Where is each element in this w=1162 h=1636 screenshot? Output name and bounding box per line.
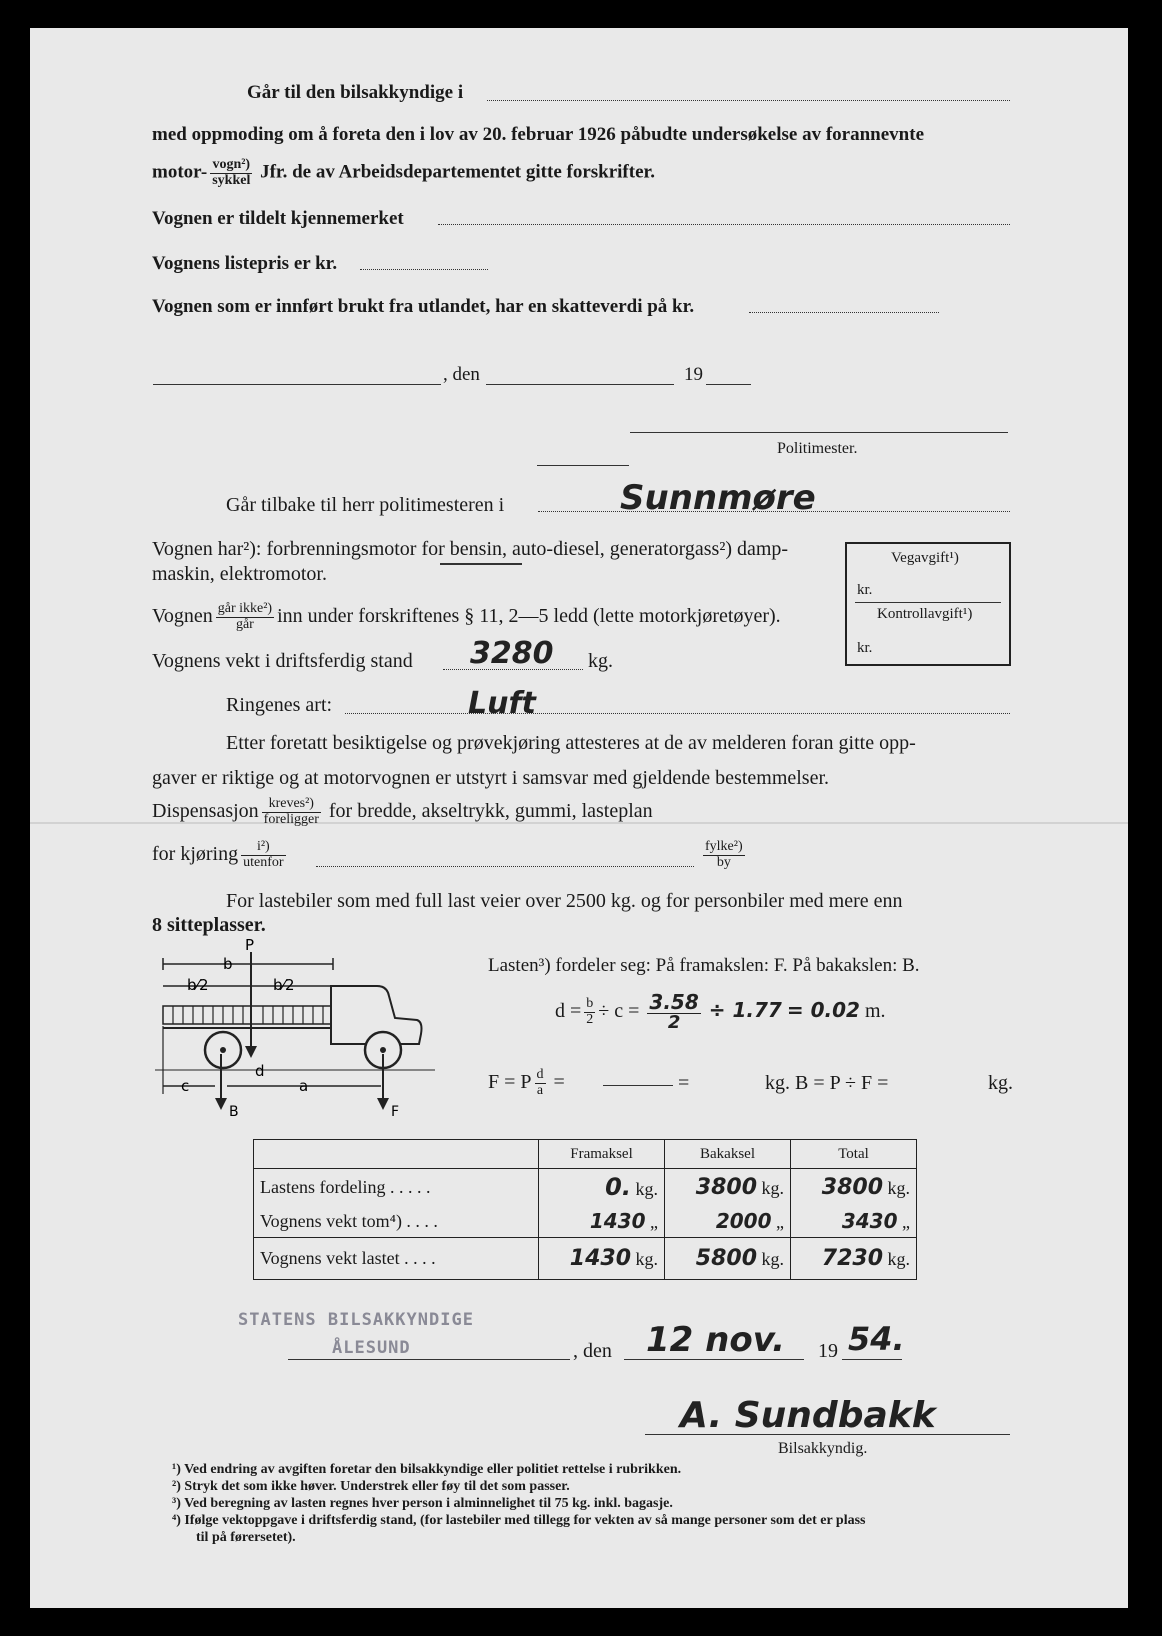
weight-unit: kg. (588, 650, 613, 672)
signature-year-field[interactable] (842, 1359, 902, 1360)
motor-fraction (210, 158, 252, 188)
engine-line2: maskin, elektromotor. (152, 563, 327, 585)
kjennemerke-field[interactable] (438, 224, 1010, 225)
axle-load-diagram (155, 938, 455, 1118)
driving-frac-bot: utenfor (243, 854, 284, 870)
total-unit: kg. (887, 1177, 910, 1198)
front-unit: „ (650, 1212, 658, 1232)
rear-wheel-hub (220, 1047, 226, 1053)
c-label: c (181, 1077, 190, 1095)
cell-total[interactable] (791, 1238, 917, 1280)
front-unit: kg. (635, 1249, 658, 1269)
rule-suffix: inn under forskriftenes § 11, 2—5 ledd (lette motorkjøretøyer). (277, 604, 781, 627)
rear-value: 3800 (695, 1174, 757, 1200)
signature-year-prefix: 19 (818, 1340, 838, 1362)
politimester-label: Politimester. (777, 440, 858, 457)
kjennemerke-label: Vognen er tildelt kjennemerket (152, 208, 404, 229)
weight-value: 3280 (470, 636, 554, 671)
formula-d-prefix: d = (555, 1000, 582, 1023)
F-label: F (391, 1104, 400, 1118)
kontrollavgift-label: Kontrollavgift¹) (877, 606, 973, 622)
dispensation-line (152, 797, 653, 827)
driving-line (152, 840, 289, 870)
fee-box (845, 542, 1011, 666)
attest-line1: Etter foretatt besiktigelse og prøvekjøring attesteres at de av melderen foran gitte opp- (226, 732, 916, 754)
motor-prefix: motor- (152, 161, 208, 183)
axle-load-table (253, 1139, 917, 1280)
signature-year: 54. (848, 1320, 905, 1358)
table-header-total: Total (791, 1140, 917, 1169)
frac-b: b (586, 996, 594, 1012)
vegavgift-label: Vegavgift¹) (891, 550, 959, 566)
skatteverdi-label: Vognen som er innført brukt fra utlandet, har en skatteverdi på kr. (152, 296, 695, 317)
table-header-row (254, 1140, 917, 1169)
motor-frac-bot: sykkel (212, 172, 251, 188)
cell-rear[interactable] (665, 1169, 791, 1206)
d-label: d (255, 1062, 265, 1080)
driving-frac2-bot: by (716, 854, 731, 870)
cargo-platform (163, 1006, 331, 1024)
signature-place-field[interactable] (288, 1359, 570, 1360)
dispensation-frac-bot: foreligger (263, 811, 319, 827)
cell-rear[interactable] (665, 1205, 791, 1238)
formula-f-fraction (535, 1068, 546, 1098)
b2-left-label: b⁄2 (187, 976, 209, 994)
b-arrowhead (215, 1098, 227, 1110)
total-unit: kg. (887, 1249, 910, 1269)
cell-front[interactable] (539, 1205, 665, 1238)
p-arrowhead (245, 1046, 257, 1058)
p-label: P (245, 938, 255, 954)
intro-line1: Går til den bilsakkyndige i (247, 82, 464, 103)
footnote-2: ²) Stryk det som ikke høver. Understrek eller føy til det som passer. (172, 1479, 570, 1494)
formula-d-mid: ÷ c = (598, 1000, 640, 1023)
rule-fraction (216, 602, 274, 632)
load-label: Lasten³) fordeler seg: På framakslen: F. På bakakslen: B. (488, 955, 920, 976)
rear-value: 2000 (715, 1209, 772, 1233)
engine-underline (440, 563, 522, 565)
driving-frac2-top: fylke²) (705, 839, 743, 854)
bilsakkyndig-title: Bilsakkyndig. (778, 1440, 868, 1457)
official-stamp-line1: STATENS BILSAKKYNDIGE (238, 1310, 474, 1330)
dispensation-suffix: for bredde, akseltrykk, gummi, lasteplan (328, 799, 653, 822)
motor-suffix: Jfr. de av Arbeidsdepartementet gitte forskrifter. (260, 161, 655, 183)
section-divider (537, 465, 629, 466)
cell-total[interactable] (791, 1169, 917, 1206)
driving-field[interactable] (316, 866, 694, 867)
lorry-line1: For lastebiler som med full last veier over 2500 kg. og for personbiler med mere enn (226, 890, 903, 912)
rule-frac-top: går ikke²) (217, 601, 273, 616)
formula-f-prefix: F = P (488, 1070, 532, 1093)
weight-label: Vognens vekt i driftsferdig stand (152, 650, 413, 672)
d-hand-top: 3.58 (649, 990, 699, 1014)
row-label: Lastens fordeling . . . . . (254, 1169, 539, 1206)
front-value: 1430 (589, 1209, 646, 1233)
rear-unit: kg. (761, 1249, 784, 1269)
cargo-hatching (173, 1006, 323, 1024)
table-header-rear: Bakaksel (665, 1140, 791, 1169)
front-value: 0. (605, 1173, 631, 1201)
frac-a: a (536, 1082, 544, 1098)
table-header-empty (254, 1140, 539, 1169)
dispensation-fraction (262, 797, 321, 827)
formula-f-eq: = (553, 1070, 565, 1093)
row-label: Vognens vekt lastet . . . . (254, 1238, 539, 1280)
footnote-4: ⁴) Ifølge vektoppgave i driftsferdig stand, (for lastebiler med tillegg for vekten av så mange personer som det er plass (172, 1513, 866, 1528)
tyres-value: Luft (468, 686, 536, 721)
return-place: Sunnmøre (620, 478, 816, 518)
year-field[interactable] (706, 384, 751, 385)
footnote-4-cont: til på førersetet). (196, 1530, 296, 1545)
rule-line (152, 602, 781, 632)
B-label: B (229, 1104, 239, 1118)
a-label: a (299, 1077, 309, 1095)
rear-value: 5800 (695, 1246, 757, 1271)
driving-fraction (241, 840, 285, 870)
intro-line2: med oppmoding om å foreta den i lov av 20. februar 1926 påbudte undersøkelse av forannevnte (152, 124, 924, 145)
formula-d-hand-fraction (647, 992, 700, 1033)
frac-d: d (536, 1067, 544, 1082)
d-hand-result: = 0.02 (786, 998, 860, 1023)
formula-f-field[interactable] (603, 1085, 673, 1086)
driving-prefix: for kjøring (152, 842, 239, 865)
motor-line (152, 158, 655, 188)
total-unit: „ (902, 1212, 910, 1232)
vegavgift-kr: kr. (857, 582, 873, 598)
rule-prefix: Vognen (152, 604, 213, 627)
year-label: 19 (684, 364, 703, 385)
formula-kg1: kg. B = P ÷ F = (765, 1072, 889, 1094)
official-stamp-line2: ÅLESUND (332, 1338, 411, 1358)
formula-d (555, 992, 886, 1033)
listepris-field[interactable] (360, 269, 488, 270)
engine-line1: Vognen har²): forbrenningsmotor for bensin, auto-diesel, generatorgass²) damp- (152, 538, 789, 560)
formula-f-eq2: = (678, 1072, 690, 1094)
d-unit: m. (864, 1000, 886, 1023)
front-wheel-hub (380, 1047, 386, 1053)
rear-unit: „ (776, 1212, 784, 1232)
skatteverdi-field[interactable] (749, 312, 939, 313)
formula-f (488, 1068, 565, 1098)
driving-frac-top: i²) (241, 840, 285, 856)
kontrollavgift-kr: kr. (857, 640, 873, 656)
footnote-1: ¹) Ved endring av avgiften foretar den bilsakkyndige eller politiet rettelse i rubrikken. (172, 1462, 682, 1477)
total-value: 7230 (821, 1246, 883, 1271)
cell-front[interactable] (539, 1238, 665, 1280)
table-row (254, 1238, 917, 1280)
total-value: 3800 (821, 1174, 883, 1200)
table-row (254, 1205, 917, 1238)
dispensation-prefix: Dispensasjon (152, 799, 259, 822)
d-hand-bot: 2 (667, 1012, 681, 1033)
attest-line2: gaver er riktige og at motorvognen er utstyrt i samsvar med gjeldende bestemmelser. (152, 767, 830, 789)
lorry-line2: 8 sitteplasser. (152, 914, 266, 936)
f-arrowhead (377, 1098, 389, 1110)
tyres-label: Ringenes art: (226, 694, 333, 716)
driving-fraction-2 (700, 840, 748, 870)
b2-right-label: b⁄2 (273, 976, 295, 994)
b-label: b (223, 955, 233, 973)
table-row (254, 1169, 917, 1206)
bilsakkyndig-signature: A. Sundbakk (680, 1395, 936, 1436)
rear-unit: kg. (761, 1177, 784, 1198)
dispensation-frac-top: kreves²) (262, 797, 321, 813)
tyres-field[interactable] (345, 713, 1010, 714)
cell-rear[interactable] (665, 1238, 791, 1280)
den-label: , den (443, 364, 480, 385)
footnote-3: ³) Ved beregning av lasten regnes hver person i alminnelighet til 75 kg. inkl. bagasje. (172, 1496, 673, 1511)
intro-line1-field[interactable] (487, 100, 1010, 101)
signature-den: , den (573, 1340, 612, 1362)
signature-date: 12 nov. (646, 1320, 786, 1360)
formula-kg2: kg. (988, 1072, 1013, 1094)
front-unit: kg. (635, 1179, 658, 1199)
motor-frac-top: vogn²) (210, 158, 252, 174)
front-value: 1430 (569, 1246, 631, 1271)
total-value: 3430 (841, 1209, 898, 1233)
row-label: Vognens vekt tom⁴) . . . . (254, 1205, 539, 1238)
date-field[interactable] (486, 384, 674, 385)
table-header-front: Framaksel (539, 1140, 665, 1169)
place-field[interactable] (153, 384, 441, 385)
frac-2: 2 (586, 1011, 594, 1027)
rule-frac-bot: går (235, 616, 254, 632)
formula-d-fraction-b2 (584, 997, 595, 1027)
cell-total[interactable] (791, 1205, 917, 1238)
cell-front[interactable] (539, 1169, 665, 1206)
vegavgift-field[interactable] (855, 602, 1001, 603)
return-label: Går tilbake til herr politimesteren i (226, 494, 505, 516)
d-hand-minus: ÷ 1.77 (708, 998, 782, 1023)
listepris-label: Vognens listepris er kr. (152, 253, 338, 274)
politimester-signature-line[interactable] (630, 432, 1008, 433)
